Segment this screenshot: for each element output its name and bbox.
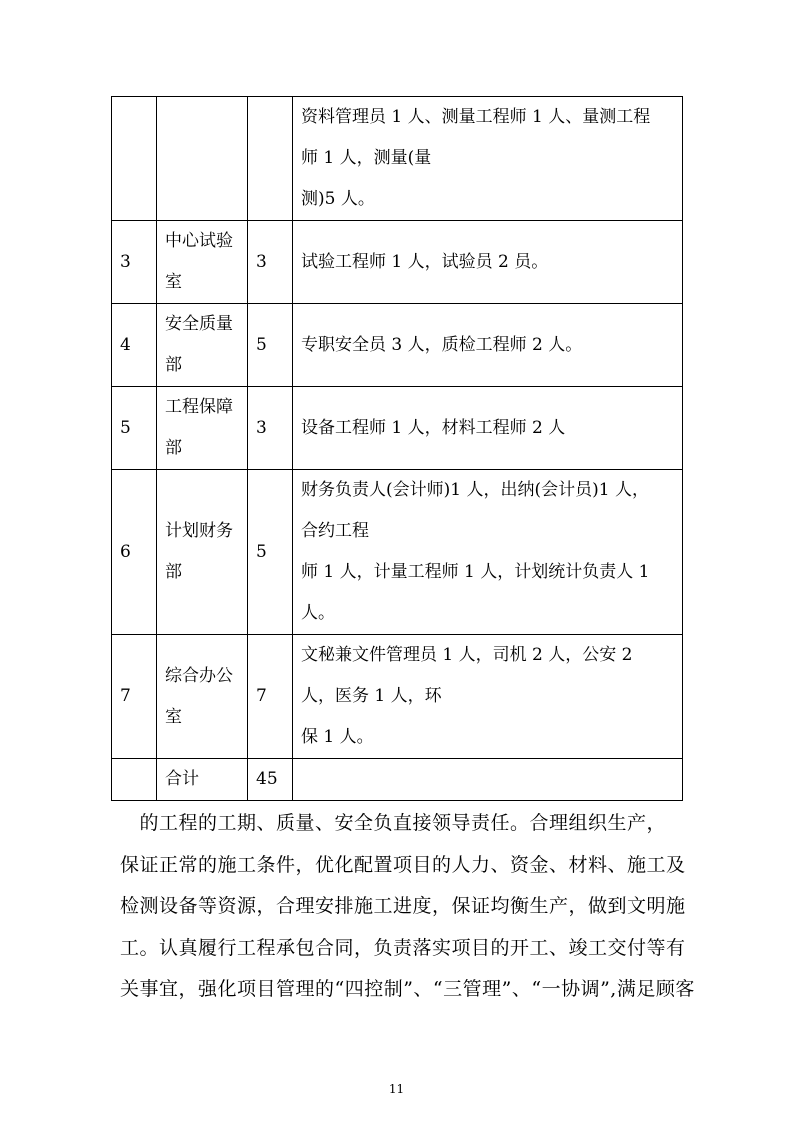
paragraph-line: 保证正常的施工条件，优化配置项目的人力、资金、材料、施工及 — [120, 853, 686, 876]
table-row — [112, 221, 683, 304]
department-name-line: 合计 — [165, 769, 199, 789]
paragraph-line: 检测设备等资源，合理安排施工进度，保证均衡生产，做到文明施 — [120, 895, 686, 917]
department-cell — [157, 387, 248, 470]
staffing-detail-line: 专职安全员 3 人，质检工程师 2 人。 — [301, 334, 583, 355]
department-name-line: 计划财务 — [165, 521, 233, 541]
department-cell — [157, 304, 248, 387]
staffing-detail-line: 测)5 人。 — [301, 189, 375, 209]
paragraph-line: 关事宜，强化项目管理的“四控制”、“三管理”、“一协调”,满足顾客 — [120, 978, 695, 1000]
staffing-detail-line: 资料管理员 1 人、测量工程师 1 人、量测工程 — [301, 107, 651, 127]
paragraph-line: 的工程的工期、质量、安全负直接领导责任。合理组织生产， — [120, 812, 667, 834]
headcount-cell: 5 — [248, 304, 293, 387]
department-cell — [157, 97, 248, 221]
staffing-detail-line: 财务负责人(会计师)1 人，出纳(会计员)1 人， — [301, 480, 649, 500]
staffing-detail-line: 保 1 人。 — [301, 727, 374, 747]
staffing-detail-line: 文秘兼文件管理员 1 人，司机 2 人，公安 2 — [301, 645, 633, 665]
row-number-cell — [112, 759, 157, 801]
staffing-detail-cell — [293, 304, 683, 387]
row-number-cell: 4 — [112, 304, 157, 387]
table-row — [112, 635, 683, 759]
headcount-cell: 3 — [248, 221, 293, 304]
headcount-cell: 5 — [248, 470, 293, 635]
row-number-cell: 3 — [112, 221, 157, 304]
body-paragraph — [120, 803, 695, 1011]
department-name-line: 工程保障 — [165, 397, 233, 417]
headcount-cell — [248, 97, 293, 221]
headcount-cell: 3 — [248, 387, 293, 470]
department-cell — [157, 221, 248, 304]
staffing-detail-cell — [293, 221, 683, 304]
staffing-detail-cell — [293, 387, 683, 470]
staff-allocation-table — [111, 96, 683, 801]
department-name-line: 部 — [165, 355, 182, 375]
department-name-line: 安全质量 — [165, 314, 233, 334]
department-cell — [157, 759, 248, 801]
staffing-detail-line: 师 1 人，计量工程师 1 人，计划统计负责人 1 — [301, 562, 650, 582]
department-cell — [157, 635, 248, 759]
staffing-detail-cell — [293, 759, 683, 801]
row-number-cell: 6 — [112, 470, 157, 635]
staffing-detail-line: 人。 — [301, 603, 335, 623]
table-row — [112, 470, 683, 635]
department-name-line: 中心试验 — [165, 231, 233, 251]
department-cell — [157, 470, 248, 635]
department-name-line: 室 — [165, 706, 182, 727]
staffing-detail-line: 师 1 人，测量(量 — [301, 148, 432, 168]
staffing-detail-line: 人，医务 1 人，环 — [301, 686, 442, 706]
staffing-detail-cell — [293, 635, 683, 759]
department-name-line: 综合办公 — [165, 665, 233, 686]
paragraph-line: 工。认真履行工程承包合同，负责落实项目的开工、竣工交付等有 — [120, 936, 686, 959]
staffing-detail-line: 试验工程师 1 人，试验员 2 员。 — [301, 251, 549, 272]
department-name-line: 部 — [165, 438, 182, 458]
staffing-detail-cell — [293, 97, 683, 221]
row-number-cell: 5 — [112, 387, 157, 470]
row-number-cell: 7 — [112, 635, 157, 759]
headcount-cell: 7 — [248, 635, 293, 759]
row-number-cell — [112, 97, 157, 221]
table-row — [112, 304, 683, 387]
staffing-detail-cell — [293, 470, 683, 635]
headcount-cell: 45 — [248, 759, 293, 801]
department-name-line: 部 — [165, 562, 182, 582]
table-row — [112, 387, 683, 470]
table-row — [112, 97, 683, 221]
table-row — [112, 759, 683, 801]
page-number: 11 — [388, 1082, 405, 1096]
staffing-detail-line: 设备工程师 1 人，材料工程师 2 人 — [301, 417, 566, 438]
department-name-line: 室 — [165, 272, 182, 292]
staffing-detail-line: 合约工程 — [301, 521, 369, 541]
table-body — [112, 97, 683, 801]
